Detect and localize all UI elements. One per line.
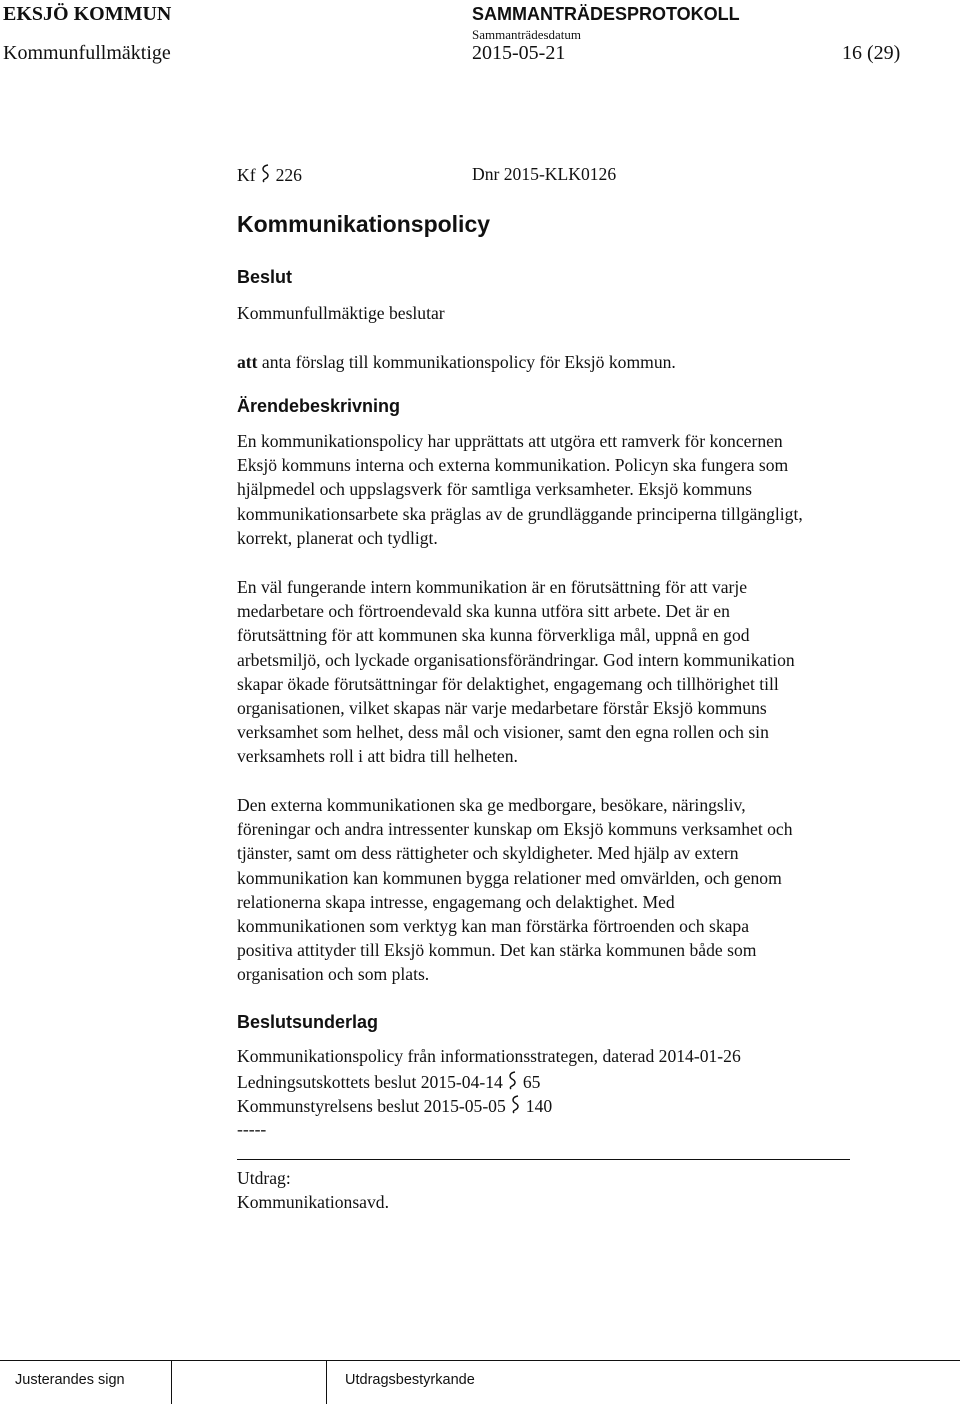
text-line: verksamhet som helhet, dess mål och visioner, samt den egna rollen och sin: [237, 722, 769, 743]
beslut-intro: Kommunfullmäktige beslutar: [237, 303, 445, 323]
doc-type: SAMMANTRÄDESPROTOKOLL: [472, 4, 740, 24]
footer-divider: [171, 1360, 172, 1404]
case-number-line: [237, 162, 302, 187]
meeting-date: 2015-05-21: [472, 42, 566, 64]
underlag-item: [237, 1093, 552, 1118]
text-line: kommunikationen som verktyg kan man förstärka förtroenden och skapa: [237, 915, 750, 936]
sign-label: Justerandes sign: [15, 1372, 125, 1388]
item-text: Kommunstyrelsens beslut 2015-05-05: [237, 1096, 506, 1116]
page-number: 16 (29): [842, 42, 901, 64]
text-line: arbetsmiljö, och lyckade organisationsförändringar. God intern kommunikation: [237, 649, 795, 670]
section-sign-icon: [259, 162, 273, 184]
page-title: Kommunikationspolicy: [237, 211, 491, 237]
att-keyword: att: [237, 352, 258, 372]
text-line: kommunikation kan kommunen bygga relationer med omvärlden, och genom: [237, 867, 782, 888]
text-line: organisation och som plats.: [237, 964, 430, 985]
text-line: skapar ökade förutsättningar för delaktighet, engagemang och tillhörighet till: [237, 673, 779, 694]
section-sign-icon: [506, 1069, 520, 1091]
utdrag-recipient: Kommunikationsavd.: [237, 1192, 389, 1212]
arende-paragraph-2: [237, 575, 937, 769]
separator-dashes: -----: [237, 1119, 267, 1139]
kf-number: 226: [275, 165, 302, 185]
underlag-heading: Beslutsunderlag: [237, 1012, 379, 1032]
org-name: EKSJÖ KOMMUN: [3, 3, 172, 25]
text-line: En väl fungerande intern kommunikation är en förutsättning för att varje: [237, 577, 748, 597]
arende-paragraph-3: [237, 793, 937, 987]
text-line: relationerna skapa intresse, engagemang och delaktighet. Med: [237, 891, 675, 912]
arende-paragraph-1: [237, 429, 937, 550]
text-line: medarbetare och förtroendevald ska kunna utföra sitt arbete. Det är en: [237, 601, 730, 622]
text-line: tjänster, samt om dess rättigheter och skyldigheter. Med hjälp av extern: [237, 843, 739, 864]
beslut-heading: Beslut: [237, 267, 293, 287]
text-line: korrekt, planerat och tydligt.: [237, 527, 438, 548]
dnr: Dnr 2015-KLK0126: [472, 164, 617, 184]
divider: [237, 1159, 850, 1160]
certification-label: Utdragsbestyrkande: [345, 1372, 475, 1388]
text-line: föreningar och andra intressenter kunskap om Eksjö kommuns verksamhet och: [237, 819, 793, 840]
arende-heading: Ärendebeskrivning: [237, 396, 401, 416]
decision-text: anta förslag till kommunikationspolicy för Eksjö kommun.: [261, 352, 676, 372]
item-text: Ledningsutskottets beslut 2015-04-14: [237, 1072, 503, 1092]
meeting-body: Kommunfullmäktige: [3, 42, 171, 64]
beslut-decision: [237, 350, 676, 374]
underlag-item: Kommunikationspolicy från informationsstrategen, daterad 2014-01-26: [237, 1046, 741, 1066]
text-line: kommunikationsarbete ska präglas av de grundläggande principerna tillgängligt,: [237, 503, 803, 524]
text-line: förutsättning för att kommunen ska kunna förverkliga mål, uppnå en god: [237, 625, 750, 646]
text-line: hjälpmedel och uppslagsverk för samtliga verksamheter. Eksjö kommuns: [237, 479, 752, 500]
text-line: Eksjö kommuns interna och externa kommunikation. Policyn ska fungera som: [237, 455, 789, 476]
text-line: positiva attityder till Eksjö kommun. Det kan stärka kommunen både som: [237, 940, 757, 961]
text-line: verksamhets roll i att bidra till helheten.: [237, 746, 518, 767]
text-line: En kommunikationspolicy har upprättats att utgöra ett ramverk för koncernen: [237, 431, 783, 451]
underlag-item: [237, 1069, 540, 1094]
section-sign-icon: [509, 1093, 523, 1115]
footer-rule: [0, 1360, 960, 1361]
text-line: Den externa kommunikationen ska ge medborgare, besökare, näringsliv,: [237, 795, 746, 815]
utdrag-label: Utdrag:: [237, 1168, 291, 1188]
text-line: organisationen, vilket skapas när varje medarbetare förstår Eksjö kommuns: [237, 697, 767, 718]
footer-divider: [326, 1360, 327, 1404]
item-number: 140: [525, 1096, 553, 1116]
kf-prefix: Kf: [237, 165, 256, 185]
date-label: Sammanträdesdatum: [472, 27, 582, 42]
item-number: 65: [522, 1072, 541, 1092]
